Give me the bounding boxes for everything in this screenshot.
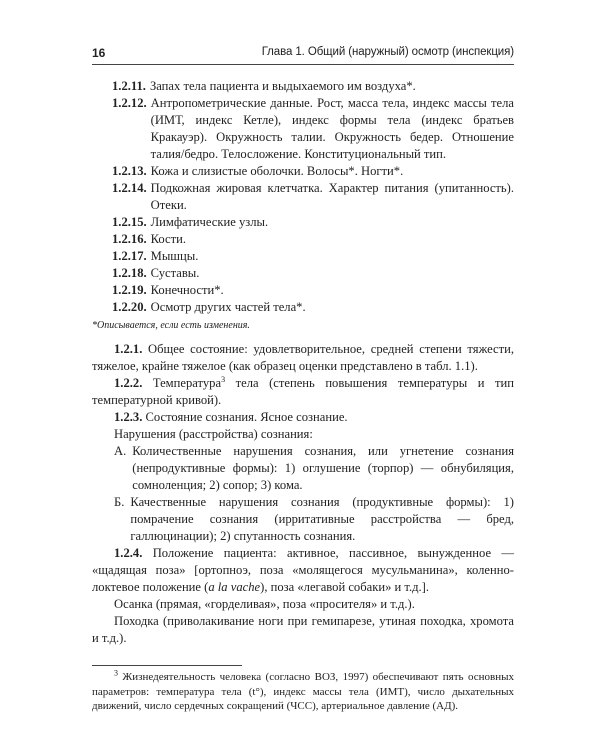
section-number: 1.2.3.	[114, 410, 143, 424]
page-number: 16	[92, 46, 106, 60]
item-text: Мышцы.	[150, 249, 199, 263]
paragraph-position	[92, 545, 514, 596]
subitem-text: Качественные нарушения сознания (продуктивные формы): 1) помрачение сознания (ирритативные расстройства — бред, галлюцинации); 2) спутанность сознания.	[130, 495, 514, 543]
item-text: Осмотр других частей тела*.	[150, 300, 306, 314]
examination-list	[92, 78, 514, 316]
item-text: Подкожная жировая клетчатка. Характер питания (упитанность). Отеки.	[150, 181, 514, 212]
footnote-mark: 3	[114, 668, 118, 678]
item-text: Суставы.	[150, 266, 200, 280]
subitem-label: А.	[114, 444, 127, 458]
item-number: 1.2.16.	[112, 232, 147, 246]
subitem-label: Б.	[114, 495, 125, 509]
item-number: 1.2.19.	[112, 283, 147, 297]
paragraph-text: Температура	[142, 376, 222, 390]
list-item	[92, 78, 514, 95]
list-item	[92, 282, 514, 299]
chapter-title: Глава 1. Общий (наружный) осмотр (инспекция)	[261, 46, 514, 58]
subitem-quantitative	[92, 443, 514, 494]
list-item	[92, 231, 514, 248]
subitem-qualitative	[92, 494, 514, 545]
subitem-text: Количественные нарушения сознания, или угнетение сознания (непродуктивные формы): 1) оглушение (торпор) — обнубиляция, сомноленция; 2) сопор; 3) кома.	[132, 444, 514, 492]
main-text	[92, 341, 514, 647]
item-text: Лимфатические узлы.	[150, 215, 269, 229]
item-text: Конечности*.	[150, 283, 224, 297]
item-text: Запах тела пациента и выдыхаемого им воздуха*.	[149, 79, 416, 93]
paragraph-text: ), поза «легавой собаки» и т.д.].	[260, 580, 430, 594]
item-number: 1.2.13.	[112, 164, 147, 178]
list-item	[92, 265, 514, 282]
running-header	[92, 44, 514, 65]
list-item	[92, 248, 514, 265]
paragraph-text: тела (степень повышения температуры и тип температурной кривой).	[92, 376, 514, 407]
section-number: 1.2.2.	[114, 376, 143, 390]
list-note: *Описывается, если есть изменения.	[92, 320, 250, 331]
footnote-text: Жизнедеятельность человека (согласно ВОЗ, 1997) обеспечивают пять основных параметров: температура тела (t°), индекс массы тела (ИМТ), число дыхательных движений, число сердечных сокращений (ЧСС), артериальное давление (АД).	[92, 671, 514, 712]
paragraph-general-state	[92, 341, 514, 375]
paragraph-temperature	[92, 375, 514, 409]
footnote	[92, 670, 514, 714]
item-number: 1.2.17.	[112, 249, 147, 263]
paragraph-posture: Осанка (прямая, «горделивая», поза «просителя» и т.д.).	[114, 597, 415, 611]
list-item	[92, 299, 514, 316]
italic-term: a la vache	[208, 580, 261, 594]
item-number: 1.2.14.	[112, 181, 147, 195]
footnote-rule	[92, 665, 242, 666]
paragraph-text: Положение пациента: активное, пассивное, вынужденное — «щадящая поза» [ортопноэ, поза «молящегося мусульманина», коленно-локтевое положение (	[92, 546, 514, 594]
item-number: 1.2.18.	[112, 266, 147, 280]
paragraph-text: Общее состояние: удовлетворительное, средней степени тяжести, тяжелое, крайне тяжелое (как образец оценки представлено в табл. 1.1).	[92, 342, 514, 373]
list-item	[92, 163, 514, 180]
item-number: 1.2.11.	[112, 79, 146, 93]
paragraph-disorders: Нарушения (расстройства) сознания:	[114, 427, 313, 441]
footnote-reference: 3	[221, 374, 226, 384]
paragraph-consciousness	[92, 409, 514, 426]
paragraph-text: Состояние сознания. Ясное сознание.	[142, 410, 348, 424]
list-item	[92, 214, 514, 231]
item-number: 1.2.15.	[112, 215, 147, 229]
section-number: 1.2.1.	[114, 342, 143, 356]
item-number: 1.2.12.	[112, 96, 147, 110]
item-text: Кожа и слизистые оболочки. Волосы*. Ногти*.	[150, 164, 404, 178]
item-text: Антропометрические данные. Рост, масса тела, индекс массы тела (ИМТ, индекс Кетле), индекс формы тела (индекс братьев Кракауэр). Окружность талии. Окружность бедер. Отношение талия/бедро. Телосложение. Конституциональный тип.	[150, 96, 514, 161]
section-number: 1.2.4.	[114, 546, 143, 560]
list-item	[92, 95, 514, 163]
item-text: Кости.	[150, 232, 187, 246]
paragraph-gait: Походка (приволакивание ноги при гемипарезе, утиная походка, хромота и т.д.).	[92, 614, 514, 645]
list-item	[92, 180, 514, 214]
item-number: 1.2.20.	[112, 300, 147, 314]
page	[92, 44, 514, 714]
